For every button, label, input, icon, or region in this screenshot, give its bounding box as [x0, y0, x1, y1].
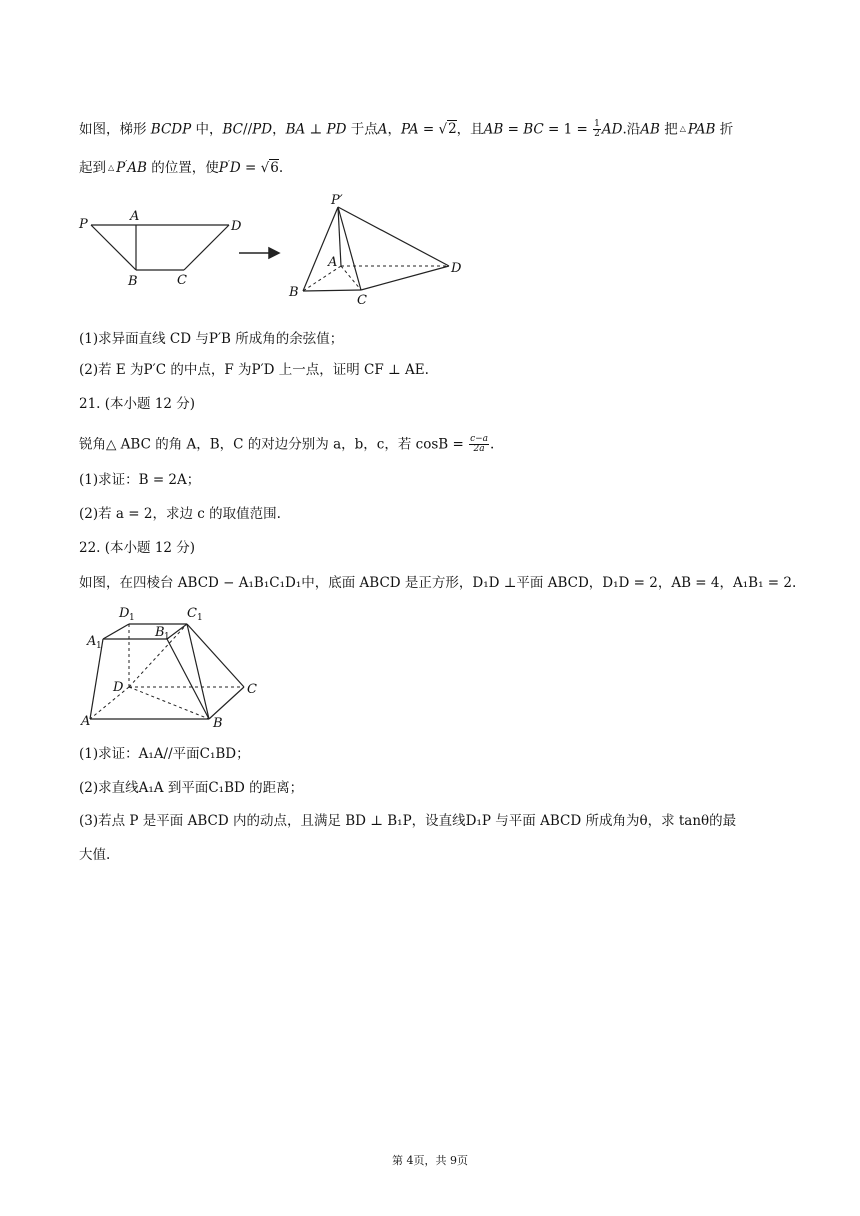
svg-text:C: C: [177, 273, 187, 288]
p20-text-5: ，: [387, 121, 401, 138]
page-footer: 第 4页，共 9页: [392, 1154, 468, 1167]
p20-text-9: 折: [719, 121, 734, 138]
p20-text-3: ，: [272, 121, 286, 138]
svg-text:C: C: [187, 606, 197, 621]
p20-line2-a: 起到: [79, 160, 106, 176]
p20-stem-line1: 如图，梯形 BCDP 中，BC//PD，BA ⊥ PD 于点A，PA = √2，且AB = BC = 1 = $\frac{1}{2}$ AD.沿AB 把 △ PAB 折: [79, 119, 734, 140]
p21-header: 21. (本小题 12 分): [79, 396, 196, 412]
svg-text:1: 1: [197, 613, 203, 623]
pyramid: [303, 207, 449, 291]
p21-stem-text: 锐角△ ABC 的角 A，B，C 的对边分别为 a，b，c，若 cosB =: [79, 436, 464, 453]
svg-text:A: A: [81, 714, 91, 729]
svg-text:D: D: [231, 219, 242, 234]
p20-text-7: 沿: [626, 121, 641, 138]
p22-stem: 如图，在四棱台 ABCD − A₁B₁C₁D₁中，底面 ABCD 是正方形，D₁D ⊥平面 ABCD，D₁D = 2，AB = 4，A₁B₁ = 2.: [79, 575, 797, 591]
p22-q3-line2: 大值.: [79, 847, 111, 863]
svg-text:P: P: [79, 217, 88, 232]
p20-q2: (2)若 E 为P′C 的中点，F 为P′D 上一点，证明 CF ⊥ AE.: [79, 362, 429, 378]
svg-text:B: B: [213, 716, 223, 731]
p20-text-1: 如图，梯形: [79, 121, 151, 138]
svg-text:C: C: [247, 682, 257, 697]
p20-text-8: 把: [664, 121, 678, 138]
svg-text:A: A: [328, 255, 338, 270]
p20-text-4: 于点: [350, 121, 378, 138]
svg-text:D: D: [119, 606, 130, 621]
p21-q1: (1)求证：B = 2A；: [79, 472, 201, 488]
p22-q1: (1)求证：A₁A//平面C₁BD；: [79, 746, 250, 762]
p20-line2-b: 的位置，使: [151, 160, 219, 176]
svg-text:A: A: [87, 634, 97, 649]
svg-text:B: B: [155, 625, 165, 640]
p20-figure: [79, 190, 479, 310]
svg-text:B: B: [128, 274, 138, 289]
svg-text:C: C: [357, 293, 367, 308]
p21-q2: (2)若 a = 2，求边 c 的取值范围.: [79, 506, 281, 522]
p22-q3-line1: (3)若点 P 是平面 ABCD 内的动点，且满足 BD ⊥ B₁P，设直线D₁P 与平面 ABCD 所成角为θ，求 tanθ的最: [79, 813, 737, 829]
p21-stem: 锐角△ ABC 的角 A，B，C 的对边分别为 a，b，c，若 cosB = $\frac{c-a}{2a}$ .: [79, 434, 495, 455]
svg-text:D: D: [451, 261, 462, 276]
svg-text:1: 1: [164, 632, 170, 642]
p22-q2: (2)求直线A₁A 到平面C₁BD 的距离；: [79, 780, 304, 796]
p20-text-6: ，且: [456, 121, 484, 138]
trapezoid: [91, 225, 229, 270]
svg-text:1: 1: [129, 613, 135, 623]
svg-text:1: 1: [96, 641, 102, 651]
svg-text:B: B: [289, 285, 299, 300]
arrow-icon: [239, 248, 279, 258]
p20-stem-line2: 起到 △ P′AB 的位置，使P′D = √6.: [79, 160, 284, 176]
svg-text:P′: P′: [331, 193, 343, 208]
svg-text:A: A: [130, 209, 140, 224]
p22-header: 22. (本小题 12 分): [79, 540, 196, 556]
pyramid-hidden: [303, 266, 449, 291]
svg-text:D: D: [113, 680, 124, 695]
p22-figure: [79, 602, 279, 732]
p20-q1: (1)求异面直线 CD 与P′B 所成角的余弦值；: [79, 331, 344, 347]
p20-text-2: 中，: [195, 121, 223, 138]
